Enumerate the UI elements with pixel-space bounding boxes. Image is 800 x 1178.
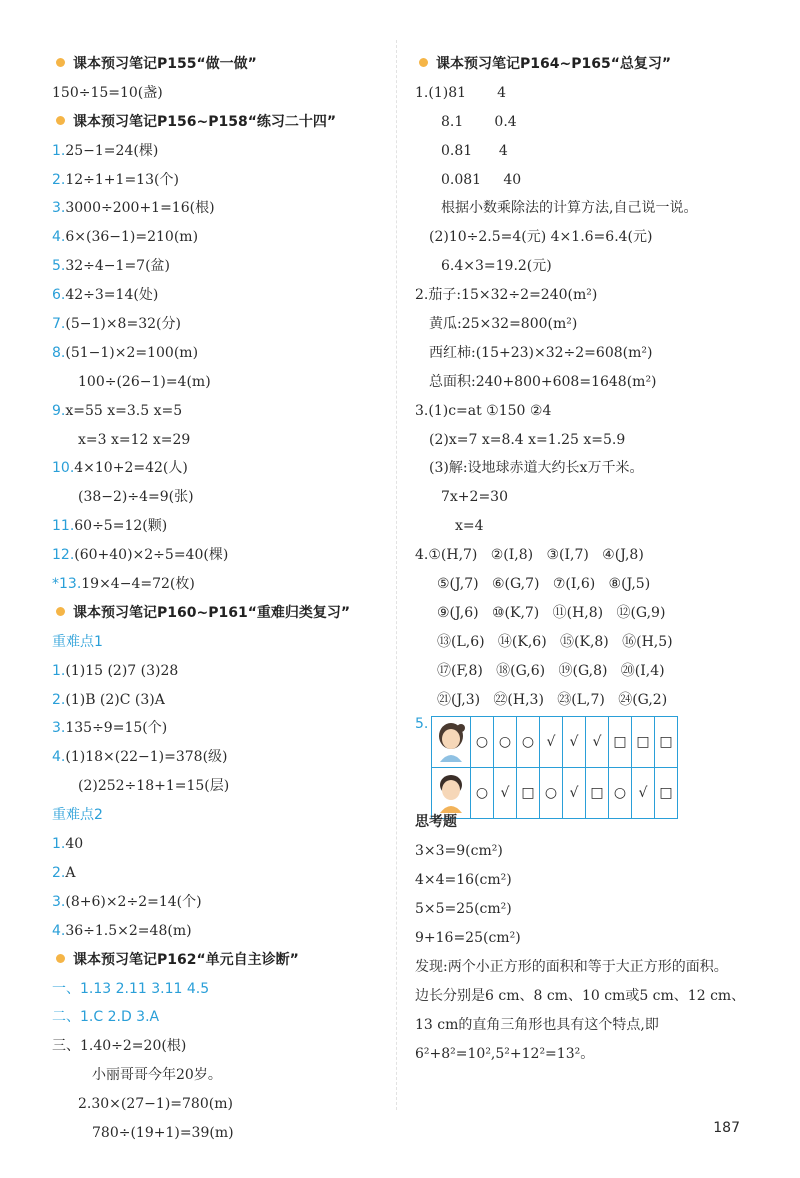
section-heading: 课本预习笔记P156~P158“练习二十四” [52,108,382,137]
answer-line [52,397,382,426]
finding-text: 边长分别是6 cm、8 cm、10 cm或5 cm、12 cm、13 cm的直角三角形也具有这个特点,即6²+8²=10²,5²+12²=13²。 [415,987,746,1062]
answer-text: 42÷3=14(处) [65,287,159,304]
table-cell: □ [517,768,540,819]
answer-line: 三、1.40÷2=20(根) [52,1038,187,1055]
answer-line [52,339,382,368]
answer-line [52,166,382,195]
bullet-dot-icon [56,607,65,616]
question-number: 9. [52,402,66,419]
question-number: 3. [52,720,66,737]
answer-line [52,454,382,483]
answer-line: (2)x=7 x=8.4 x=1.25 x=5.9 [429,431,626,448]
table-cell: √ [563,768,586,819]
question-number: 1. [52,142,66,159]
key-point-heading: 重难点2 [52,807,103,824]
question-number: 4. [52,749,66,766]
table-cell: ○ [517,717,540,768]
answer-line: 2.茄子:15×32÷2=240(m²) [415,287,598,304]
answer-line: x=4 [455,518,484,535]
finding-text: 发现:两个小正方形的面积和等于大正方形的面积。 [415,958,728,975]
left-column [52,50,382,1148]
answer-line: 一、1.13 2.11 3.11 4.5 [52,980,210,997]
answer-text: 12÷1+1=13(个) [65,171,179,188]
answer-line: 3×3=9(cm²) [415,843,503,860]
answer-line [52,310,382,339]
answer-line [52,223,382,252]
section-heading: 课本预习笔记P155“做一做” [52,50,382,79]
table-cell: √ [632,768,655,819]
answer-line [52,512,382,541]
answer-line: 1.(1)81 4 [415,84,507,101]
table-cell: ○ [494,717,517,768]
table-cell: ○ [609,768,632,819]
answer-text: 100÷(26−1)=4(m) [78,373,211,390]
answer-line: 6.4×3=19.2(元) [441,258,552,275]
right-column [415,50,765,1069]
answer-line [52,281,382,310]
answer-text: (51−1)×2=100(m) [65,344,199,361]
answer-text: (60+40)×2÷5=40(棵) [74,547,229,564]
answer-line: ⑬(L,6) ⑭(K,6) ⑮(K,8) ⑯(H,5) [437,633,673,650]
table-cell: □ [609,717,632,768]
answer-text: (1)18×(22−1)=378(级) [65,749,228,766]
answer-line: 3.(1)c=at ①150 ②4 [415,402,552,419]
question-number: 4. [52,922,66,939]
girl-avatar [432,717,471,768]
question-number: 2. [52,171,66,188]
answer-line: 4.①(H,7) ②(I,8) ③(I,7) ④(J,8) [415,547,644,564]
think-title: 思考题 [415,814,457,831]
answer-text: x=55 x=3.5 x=5 [65,402,183,419]
table-cell: □ [655,717,678,768]
answer-table [431,716,678,819]
answer-line: 黄瓜:25×32=800(m²) [429,316,578,333]
answer-line [52,252,382,281]
answer-line [52,714,382,743]
answer-line: 9+16=25(cm²) [415,930,521,947]
question-number: 10. [52,460,75,477]
section-heading: 课本预习笔记P160~P161“重难归类复习” [52,599,382,628]
answer-line: ⑰(F,8) ⑱(G,6) ⑲(G,8) ⑳(I,4) [437,662,665,679]
answer-line [52,917,382,946]
table-cell: √ [563,717,586,768]
answer-text: x=3 x=12 x=29 [78,431,191,448]
answer-line [52,194,382,223]
answer-line [52,830,382,859]
section-heading: 课本预习笔记P164~P165“总复习” [415,50,765,79]
answer-line: ⑤(J,7) ⑥(G,7) ⑦(I,6) ⑧(J,5) [437,576,651,593]
answer-line: 二、1.C 2.D 3.A [52,1009,160,1026]
answer-line [52,888,382,917]
answer-line [52,657,382,686]
answer-line: 5×5=25(cm²) [415,901,512,918]
answer-line [52,743,382,772]
table-row [432,768,678,819]
page-number: 187 [713,1120,740,1136]
answer-text: 19×4−4=72(枚) [81,576,195,593]
bullet-dot-icon [56,116,65,125]
question-number: 5. [415,716,429,733]
question-number: 7. [52,316,66,333]
answer-text: A [65,864,76,881]
table-cell: □ [655,768,678,819]
answer-text: 6×(36−1)=210(m) [65,229,199,246]
answer-line [52,483,382,512]
answer-line: 4×4=16(cm²) [415,872,512,889]
question-number: 1. [52,662,66,679]
answer-line [52,368,382,397]
bullet-dot-icon [56,954,65,963]
answer-line [52,859,382,888]
question-number: 11. [52,518,75,535]
table-cell: √ [540,717,563,768]
table-row [432,717,678,768]
answer-line: 西红柿:(15+23)×32÷2=608(m²) [429,344,653,361]
question-number: 2. [52,691,66,708]
answer-line: 2.30×(27−1)=780(m) [78,1096,233,1113]
answer-text: (1)B (2)C (3)A [65,691,165,708]
question-number: 3. [52,200,66,217]
answer-line: 0.081 40 [441,171,522,188]
answer-line: ㉑(J,3) ㉒(H,3) ㉓(L,7) ㉔(G,2) [437,691,668,708]
answer-line: 小丽哥哥今年20岁。 [92,1067,222,1084]
answer-line [52,137,382,166]
answer-line: 总面积:240+800+608=1648(m²) [429,373,657,390]
answer-line: 150÷15=10(盏) [52,84,163,101]
question-number: 6. [52,287,66,304]
answer-text: (1)15 (2)7 (3)28 [65,662,179,679]
table-cell: □ [632,717,655,768]
answer-line: 0.81 4 [441,142,508,159]
question-number: 4. [52,229,66,246]
answer-text: 135÷9=15(个) [65,720,168,737]
answer-line [52,426,382,455]
question-number: 5. [52,258,66,275]
table-cell: √ [494,768,517,819]
answer-line [52,686,382,715]
answer-text: (8+6)×2÷2=14(个) [65,893,202,910]
answer-line: ⑨(J,6) ⑩(K,7) ⑪(H,8) ⑫(G,9) [437,604,666,621]
answer-text: 3000÷200+1=16(根) [65,200,215,217]
answer-list [52,830,382,946]
answer-line [52,541,382,570]
column-divider [396,40,397,1110]
question-5 [415,716,765,808]
answer-text: (38−2)÷4=9(张) [78,489,194,506]
answer-line: (3)解:设地球赤道大约长x万千米。 [429,460,644,477]
answer-text: 4×10+2=42(人) [74,460,188,477]
answer-text: 60÷5=12(颗) [74,518,168,535]
answer-text: 25−1=24(棵) [65,142,159,159]
answer-line: (2)10÷2.5=4(元) 4×1.6=6.4(元) [429,229,653,246]
answer-text: (5−1)×8=32(分) [65,316,181,333]
answer-line [52,772,382,801]
answer-line [52,570,382,599]
question-number: 2. [52,864,66,881]
question-number: *13. [52,576,82,593]
answer-text: 36÷1.5×2=48(m) [65,922,192,939]
question-number: 1. [52,836,66,853]
answer-list [52,657,382,801]
bullet-dot-icon [419,58,428,67]
answer-text: (2)252÷18+1=15(层) [78,778,230,795]
question-number: 12. [52,547,75,564]
section-heading: 课本预习笔记P162“单元自主诊断” [52,946,382,975]
answer-line: 7x+2=30 [441,489,508,506]
question-number: 8. [52,344,66,361]
answer-line: 8.1 0.4 [441,113,517,130]
answer-line: 780÷(19+1)=39(m) [92,1124,234,1141]
answer-text: 40 [65,836,84,853]
table-cell: □ [586,768,609,819]
table-cell: ○ [540,768,563,819]
table-cell: ○ [471,768,494,819]
bullet-dot-icon [56,58,65,67]
key-point-heading: 重难点1 [52,633,103,650]
table-cell: ○ [471,717,494,768]
answer-line: 根据小数乘除法的计算方法,自己说一说。 [441,200,698,217]
answer-list [52,137,382,599]
answer-text: 32÷4−1=7(盆) [65,258,171,275]
table-cell: √ [586,717,609,768]
question-number: 3. [52,893,66,910]
